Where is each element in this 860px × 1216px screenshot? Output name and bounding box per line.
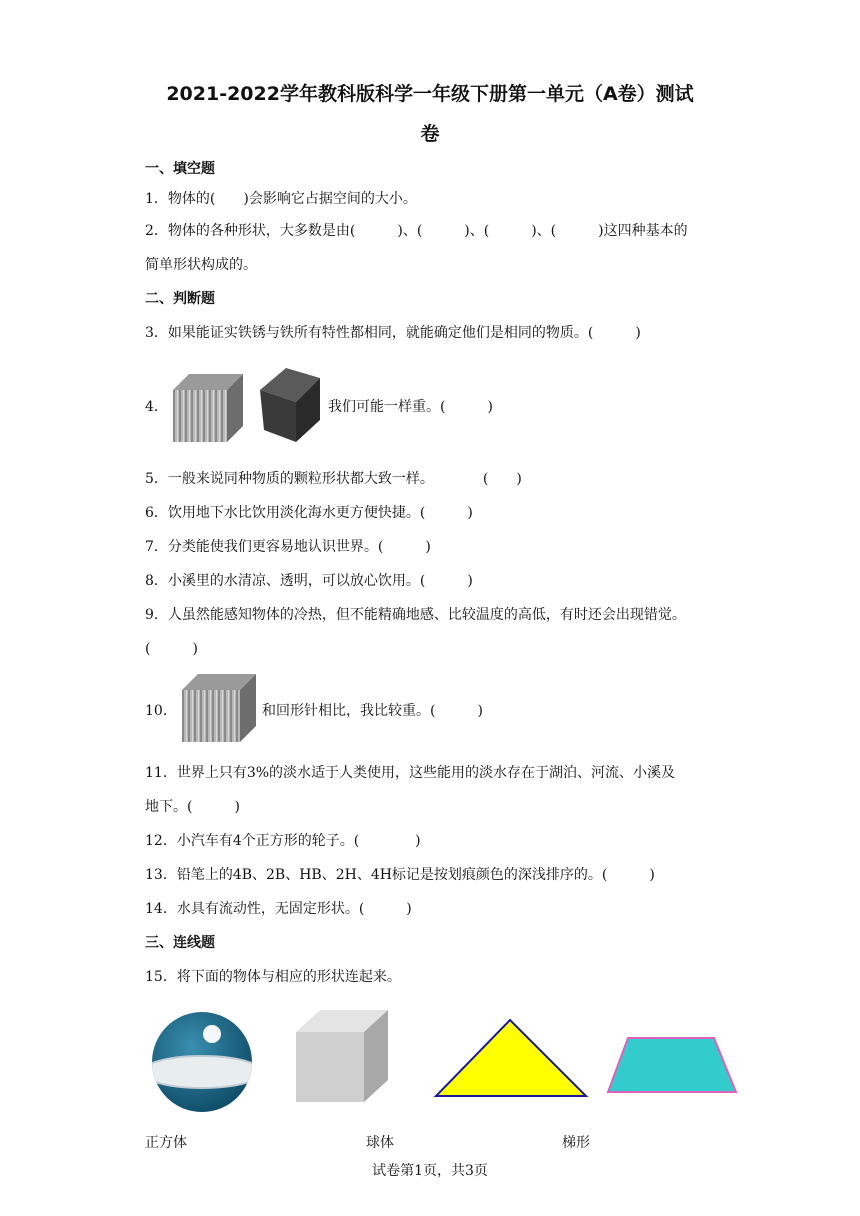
wood-cube-image	[176, 670, 260, 746]
section-true-false: 二、判断题	[145, 291, 215, 307]
question-2: 2．物体的各种形状，大多数是由( )、( )、( )、( )这四种基本的	[145, 223, 688, 239]
page-footer: 试卷第1页，共3页	[372, 1163, 488, 1179]
trapezoid-image	[604, 1034, 740, 1096]
question-10-number: 10．	[145, 703, 177, 719]
label-cube: 正方体	[145, 1135, 187, 1151]
question-4-number: 4．	[145, 399, 168, 415]
question-6: 6．饮用地下水比饮用淡化海水更方便快捷。( )	[145, 505, 473, 521]
triangle-image	[432, 1016, 590, 1100]
question-9-continued: ( )	[145, 641, 198, 657]
label-sphere: 球体	[366, 1135, 394, 1151]
gray-cube-image	[292, 1008, 392, 1104]
question-4-text: 我们可能一样重。( )	[328, 399, 493, 415]
question-3: 3．如果能证实铁锈与铁所有特性都相同，就能确定他们是相同的物质。( )	[145, 325, 641, 341]
question-9: 9．人虽然能感知物体的冷热，但不能精确地感、比较温度的高低，有时还会出现错觉。	[145, 607, 686, 623]
page-title-continued: 卷	[420, 123, 440, 145]
question-7: 7．分类能使我们更容易地认识世界。( )	[145, 539, 431, 555]
wood-cube-image	[167, 368, 247, 446]
question-10-text: 和回形针相比，我比较重。( )	[262, 703, 483, 719]
question-15: 15．将下面的物体与相应的形状连起来。	[145, 969, 401, 985]
question-1: 1．物体的( )会影响它占据空间的大小。	[145, 191, 417, 207]
question-14: 14．水具有流动性，无固定形状。( )	[145, 901, 412, 917]
question-5: 5．一般来说同种物质的颗粒形状都大致一样。 ( )	[145, 471, 522, 487]
question-8: 8．小溪里的水清凉、透明，可以放心饮用。( )	[145, 573, 473, 589]
dark-cube-image	[256, 364, 324, 446]
question-11: 11．世界上只有3%的淡水适于人类使用，这些能用的淡水存在于湖泊、河流、小溪及	[145, 765, 676, 781]
question-11-continued: 地下。( )	[145, 799, 240, 815]
page-title: 2021-2022学年教科版科学一年级下册第一单元（A卷）测试	[166, 83, 694, 105]
section-matching: 三、连线题	[145, 935, 215, 951]
sphere-image	[150, 1010, 254, 1114]
question-13: 13．铅笔上的4B、2B、HB、2H、4H标记是按划痕颜色的深浅排序的。( )	[145, 867, 655, 883]
question-2-continued: 简单形状构成的。	[145, 257, 257, 273]
question-12: 12．小汽车有4个正方形的轮子。( )	[145, 833, 421, 849]
section-fill-blank: 一、填空题	[145, 161, 215, 177]
label-trapezoid: 梯形	[562, 1135, 590, 1151]
